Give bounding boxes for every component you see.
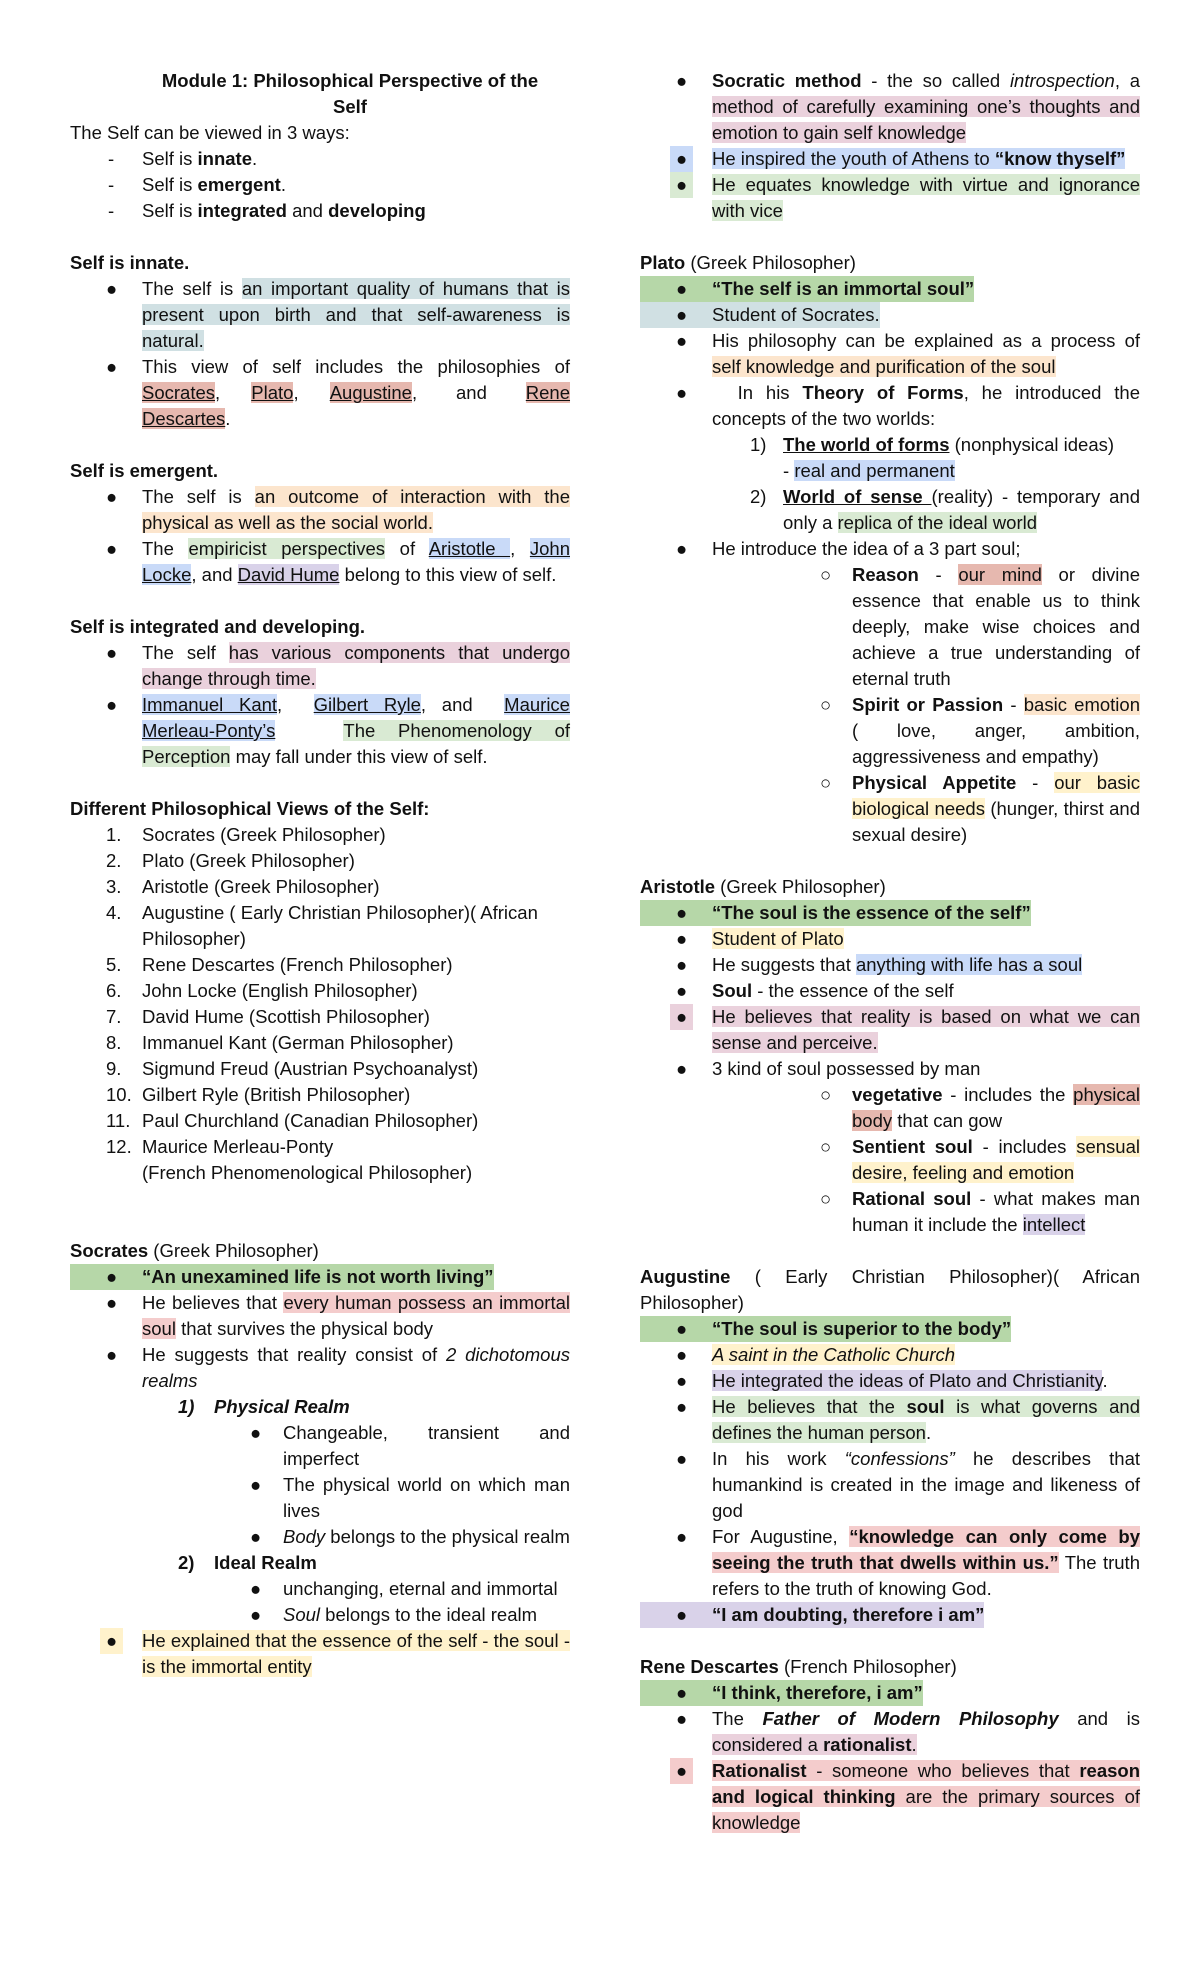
list-item: 8. Immanuel Kant (German Philosopher) — [106, 1032, 454, 1053]
list-item: ● “The self is an immortal soul” — [640, 276, 974, 302]
list-item: ● Student of Socrates. — [640, 302, 880, 328]
list-item: 7. David Hume (Scottish Philosopher) — [106, 1006, 430, 1027]
list-item: ● The self has various components that undergo change through time. — [106, 642, 570, 689]
realm-2: 2) Ideal Realm — [178, 1552, 317, 1573]
world-2: 2) World of sense (reality) - temporary and only a replica of the ideal world — [750, 486, 1140, 533]
intro-text: The Self can be viewed in 3 ways: — [70, 122, 350, 143]
world-1: 1) The world of forms (nonphysical ideas) - real and permanent — [750, 434, 1115, 481]
list-item: - Self is emergent. — [108, 174, 286, 195]
realm-1-list — [70, 1420, 570, 1550]
section-heading-emergent: Self is emergent. — [70, 460, 219, 481]
list-item: ● He believes that reality is based on what we can sense and perceive. — [640, 1004, 1140, 1056]
list-item: ● The self is an important quality of humans that is present upon birth and that self-awareness is natural. — [106, 278, 570, 351]
list-item: ● “I think, therefore, i am” — [640, 1680, 923, 1706]
section-heading-augustine: Augustine ( Early Christian Philosopher)( African Philosopher) — [640, 1266, 1140, 1313]
list-item: 2. Plato (Greek Philosopher) — [106, 850, 355, 871]
list-item: ● He integrated the ideas of Plato and Christianity. — [676, 1370, 1108, 1391]
list-item: 9. Sigmund Freud (Austrian Psychoanalyst) — [106, 1058, 479, 1079]
list-item: ● The Father of Modern Philosophy and is considered a rationalist. — [676, 1708, 1140, 1755]
ways-list — [70, 146, 570, 224]
section-heading-descartes: Rene Descartes (French Philosopher) — [640, 1656, 957, 1677]
list-item: ● “The soul is superior to the body” — [640, 1316, 1011, 1342]
list-item: ● He believes that the soul is what governs and defines the human person. — [676, 1396, 1140, 1443]
list-item: ● “The soul is the essence of the self” — [640, 900, 1031, 926]
realm-1: 1) Physical Realm — [178, 1396, 350, 1417]
list-item: ● He introduce the idea of a 3 part soul; — [676, 538, 1021, 559]
socrates-essence — [70, 1628, 570, 1680]
list-item: ○ Reason - our mind or divine essence that enable us to think deeply, make wise choices and achieve a true understanding of eternal truth — [820, 564, 1140, 689]
list-item: ○ Spirit or Passion - basic emotion ( love, anger, ambition, aggressiveness and empathy) — [820, 694, 1140, 767]
section-heading-views: Different Philosophical Views of the Self: — [70, 798, 430, 819]
list-item: 5. Rene Descartes (French Philosopher) — [106, 954, 453, 975]
page-title: Module 1: Philosophical Perspective of the Self — [161, 70, 539, 117]
list-item: ● Soul - the essence of the self — [676, 980, 954, 1001]
section-heading-aristotle: Aristotle (Greek Philosopher) — [640, 876, 886, 897]
list-item: ● Immanuel Kant, Gilbert Ryle, and Maurice Merleau-Ponty’s The Phenomenology of Perception may fall under this view of self. — [106, 694, 570, 767]
list-item: 1. Socrates (Greek Philosopher) — [106, 824, 386, 845]
aristotle-list — [640, 900, 1140, 1238]
list-item: ● Socratic method - the so called introspection, a method of carefully examining one’s thoughts and emotion to gain self knowledge — [676, 70, 1140, 143]
plato-list — [640, 276, 1140, 432]
list-item: ● He believes that every human possess an immortal soul that survives the physical body — [106, 1292, 570, 1339]
emergent-list — [70, 484, 570, 588]
list-item: ● 3 kind of soul possessed by man — [676, 1058, 981, 1079]
list-item: 11. Paul Churchland (Canadian Philosopher) — [106, 1110, 479, 1131]
list-item: ● In his work “confessions” he describes that humankind is created in the image and likeness of god — [676, 1448, 1141, 1521]
right-column — [640, 68, 1140, 1836]
descartes-list — [640, 1680, 1140, 1836]
integrated-list — [70, 640, 570, 770]
list-item: 4. Augustine ( Early Christian Philosopher)( African Philosopher) — [106, 902, 538, 949]
list-item: ● “An unexamined life is not worth living” — [70, 1264, 494, 1290]
list-item: ○ Physical Appetite - our basic biological needs (hunger, thirst and sexual desire) — [820, 772, 1140, 845]
list-item: 12. Maurice Merleau-Ponty (French Phenomenological Philosopher) — [106, 1136, 473, 1183]
list-item: ● He suggests that reality consist of 2 dichotomous realms — [106, 1344, 570, 1391]
augustine-list — [640, 1316, 1140, 1628]
list-item: ● “I am doubting, therefore i am” — [640, 1602, 984, 1628]
section-heading-socrates: Socrates (Greek Philosopher) — [70, 1240, 319, 1261]
innate-list — [70, 276, 570, 432]
socrates-method-list — [640, 68, 1140, 224]
list-item: ● He explained that the essence of the self - the soul - is the immortal entity — [70, 1628, 570, 1680]
list-item: ● Student of Plato — [676, 928, 844, 949]
list-item: 3. Aristotle (Greek Philosopher) — [106, 876, 380, 897]
section-heading-innate: Self is innate. — [70, 252, 190, 273]
socrates-list — [70, 1264, 570, 1394]
list-item: ● The empiricist perspectives of Aristotle , John Locke, and David Hume belong to this view of self. — [106, 538, 570, 585]
list-item: - Self is integrated and developing — [108, 200, 426, 221]
realm-2-list — [70, 1576, 570, 1628]
list-item: ● His philosophy can be explained as a process of self knowledge and purification of the soul — [676, 330, 1140, 377]
list-item: ● Rationalist - someone who believes that reason and logical thinking are the primary sources of knowledge — [640, 1758, 1140, 1836]
list-item: ● Soul belongs to the ideal realm — [250, 1604, 538, 1625]
list-item: ● He equates knowledge with virtue and ignorance with vice — [640, 172, 1140, 224]
list-item: ● A saint in the Catholic Church — [676, 1344, 956, 1365]
list-item: 6. John Locke (English Philosopher) — [106, 980, 418, 1001]
list-item: ○ Sentient soul - includes sensual desire, feeling and emotion — [820, 1136, 1140, 1183]
list-item: ● Changeable, transient and imperfect — [250, 1422, 570, 1469]
list-item: ● He inspired the youth of Athens to “know thyself” — [640, 146, 1140, 172]
list-item: ● This view of self includes the philosophies of Socrates, Plato, Augustine, and Rene Descartes. — [106, 356, 571, 429]
list-item: ○ vegetative - includes the physical body that can gow — [820, 1084, 1140, 1131]
list-item: ● For Augustine, “knowledge can only come by seeing the truth that dwells within us.” The truth refers to the truth of knowing God. — [676, 1526, 1141, 1599]
views-list — [70, 822, 570, 1186]
list-item: 10. Gilbert Ryle (British Philosopher) — [106, 1084, 411, 1105]
list-item: ● In his Theory of Forms, he introduced the concepts of the two worlds: — [676, 382, 1141, 429]
section-heading-integrated: Self is integrated and developing. — [70, 616, 366, 637]
list-item: ● Body belongs to the physical realm — [250, 1526, 570, 1547]
list-item: ● The self is an outcome of interaction with the physical as well as the social world. — [106, 486, 570, 533]
list-item: - Self is innate. — [108, 148, 258, 169]
section-heading-plato: Plato (Greek Philosopher) — [640, 252, 856, 273]
list-item: ● The physical world on which man lives — [250, 1474, 570, 1521]
plato-soul-list — [640, 536, 1140, 848]
list-item: ● unchanging, eternal and immortal — [250, 1578, 558, 1599]
left-column — [70, 68, 570, 1680]
list-item: ○ Rational soul - what makes man human it include the intellect — [820, 1188, 1140, 1235]
list-item: ● He suggests that anything with life has a soul — [676, 954, 1083, 975]
